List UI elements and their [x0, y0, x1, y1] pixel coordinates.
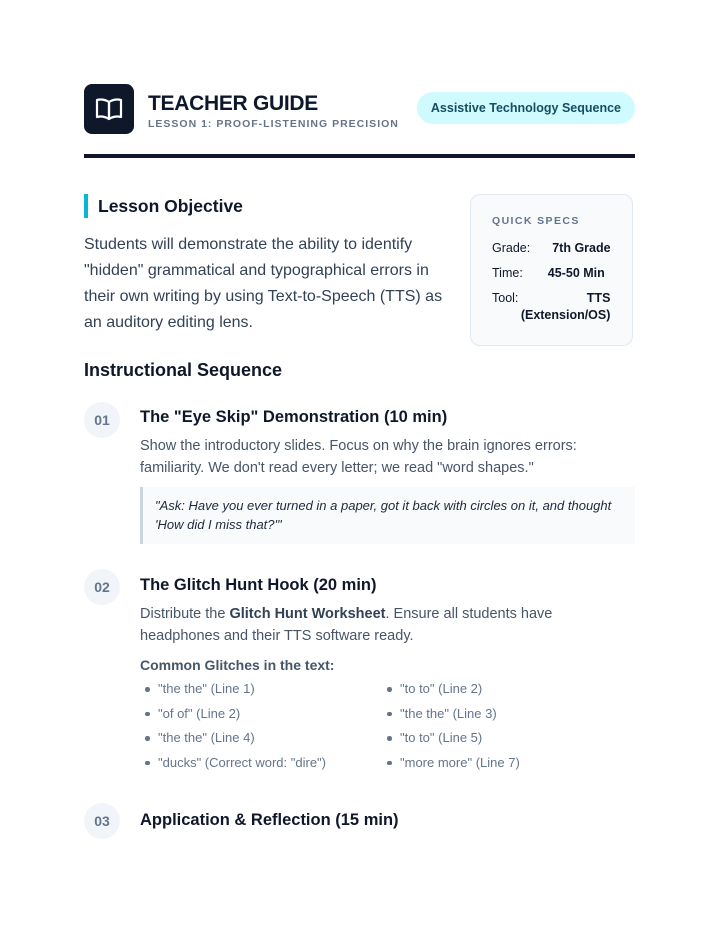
header-titles — [148, 89, 417, 130]
step-title: Application & Reflection (15 min) — [140, 811, 399, 829]
category-badge: Assistive Technology Sequence — [417, 92, 635, 124]
glitch-list — [140, 677, 635, 775]
teacher-guide-page — [84, 84, 635, 831]
objective-text: Students will demonstrate the ability to identify "hidden" grammatical and typographical errors in their own writing by using Text-to-Speech (TTS) as an auditory editing lens. — [84, 236, 443, 331]
glitch-item: "of of" (Line 2) — [140, 702, 382, 727]
step-3 — [84, 809, 635, 831]
glitch-item: "the the" (Line 3) — [382, 702, 635, 727]
spec-tool — [492, 290, 632, 324]
step-2 — [84, 574, 635, 775]
step-text-before: Distribute the — [140, 606, 230, 622]
page-title: TEACHER GUIDE — [148, 91, 318, 115]
spec-time — [492, 265, 632, 282]
glitch-item: "to to" (Line 2) — [382, 677, 635, 702]
spec-grade — [492, 240, 632, 257]
lesson-subtitle: LESSON 1: PROOF-LISTENING PRECISION — [148, 117, 399, 130]
step-number: 02 — [84, 569, 120, 605]
glitch-heading: Common Glitches in the text: — [140, 657, 335, 673]
sequence-heading: Instructional Sequence — [84, 360, 283, 380]
step-1 — [84, 406, 635, 544]
header — [84, 84, 635, 134]
glitch-item: "the the" (Line 1) — [140, 677, 382, 702]
spec-grade-label: Grade: — [492, 241, 531, 255]
spec-tool-value: TTS (Extension/OS) — [520, 291, 611, 322]
glitch-item: "the the" (Line 4) — [140, 726, 382, 751]
worksheet-name: Glitch Hunt Worksheet — [229, 606, 386, 622]
spec-time-value: 45-50 Min — [547, 266, 605, 280]
objective-section — [84, 158, 635, 348]
step-title: The "Eye Skip" Demonstration (10 min) — [140, 408, 448, 426]
step-text-after: . Ensure all students have headphones and their TTS software ready. — [140, 606, 553, 644]
glitch-item: "to to" (Line 5) — [382, 726, 635, 751]
step-text — [140, 604, 635, 647]
step-text: Show the introductory slides. Focus on why the brain ignores errors: familiarity. We don't read every letter; we read "word shapes." — [140, 438, 577, 476]
objective-heading: Lesson Objective — [84, 194, 243, 218]
step-title: The Glitch Hunt Hook (20 min) — [140, 576, 377, 594]
quick-specs-heading: QUICK SPECS — [492, 215, 580, 227]
spec-grade-value: 7th Grade — [552, 241, 611, 255]
step-quote: "Ask: Have you ever turned in a paper, got it back with circles on it, and thought 'How did I miss that?'" — [140, 487, 635, 544]
spec-time-label: Time: — [492, 266, 523, 280]
step-number: 01 — [84, 402, 120, 438]
glitch-item: "more more" (Line 7) — [382, 751, 635, 776]
step-number: 03 — [84, 803, 120, 839]
book-open-icon — [84, 84, 134, 134]
spec-tool-label: Tool: — [492, 291, 519, 305]
glitch-item: "ducks" (Correct word: "dire") — [140, 751, 382, 776]
quick-specs-card — [470, 194, 633, 346]
